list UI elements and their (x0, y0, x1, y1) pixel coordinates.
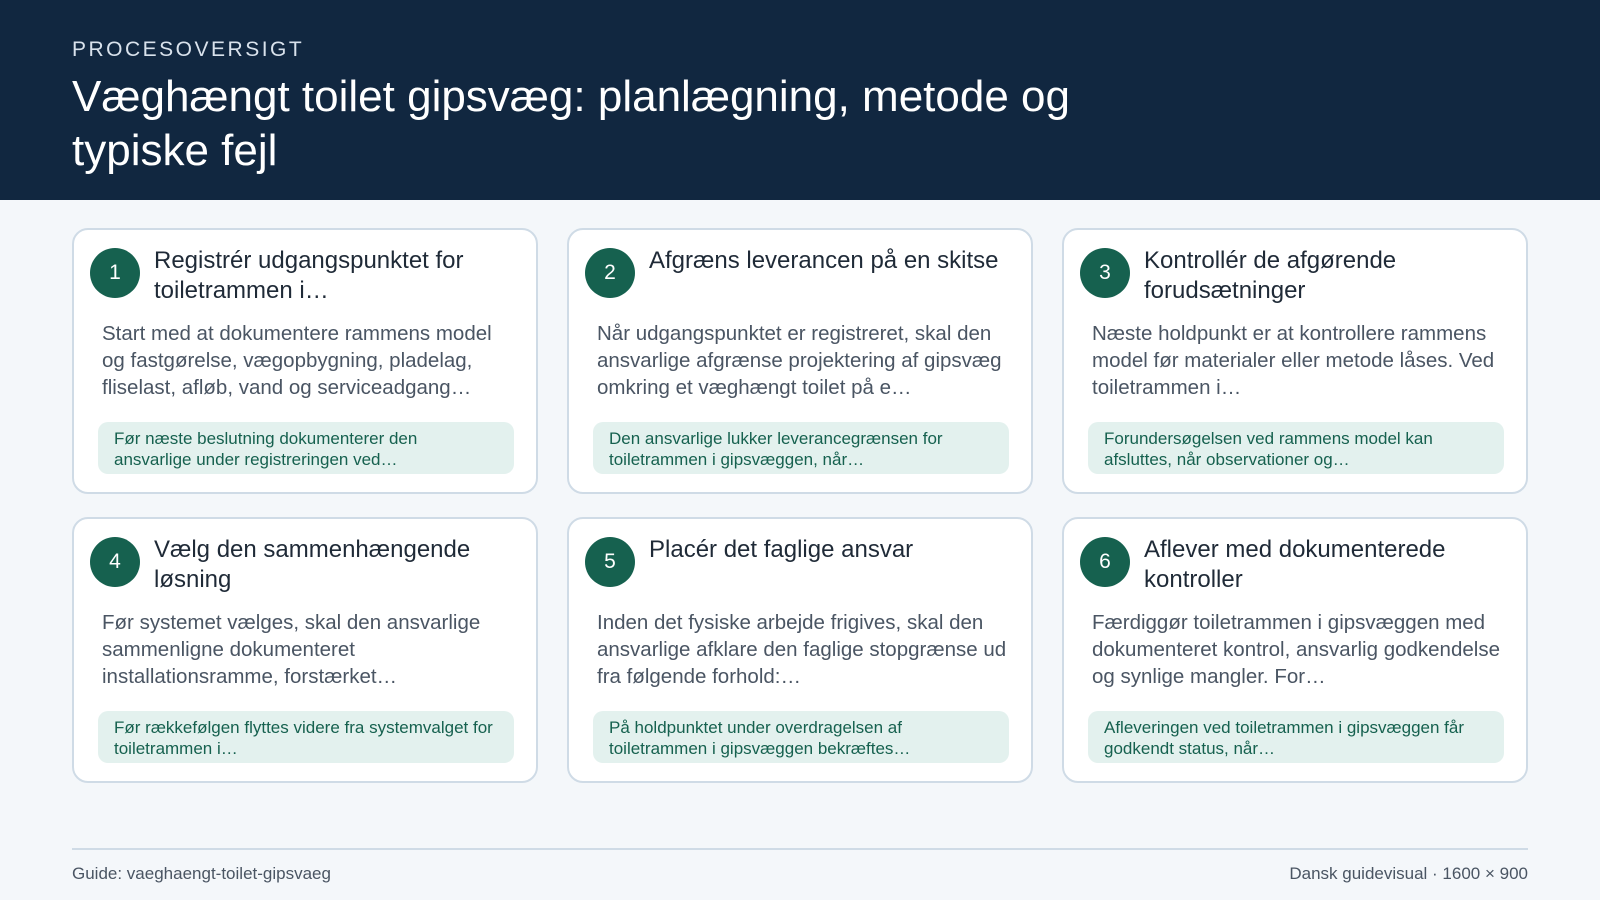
step-title: Aflever med dokumenterede kontroller (1144, 536, 1446, 593)
step-card-5 (567, 517, 1033, 783)
step-note: Før rækkefølgen flyttes videre fra systemvalget for toiletrammen i… (98, 711, 514, 763)
step-note: Forundersøgelsen ved rammens model kan afsluttes, når observationer og… (1088, 422, 1504, 474)
step-description: Færdiggør toiletrammen i gipsvæggen med dokumenteret kontrol, ansvarlig godkendelse og synlige mangler. For… (1092, 611, 1500, 688)
step-number-badge: 2 (585, 248, 635, 298)
step-card-6 (1062, 517, 1528, 783)
footer-guide-label: Guide: vaeghaengt-toilet-gipsvaeg (72, 864, 331, 883)
step-title: Placér det faglige ansvar (649, 536, 914, 563)
header-eyebrow: PROCESOVERSIGT (72, 38, 305, 61)
header-banner (0, 0, 1600, 200)
step-title: Registrér udgangspunktet for toiletrammen i… (154, 247, 464, 304)
step-number-badge: 4 (90, 537, 140, 587)
footer-divider (72, 848, 1528, 850)
step-note: Den ansvarlige lukker leverancegrænsen for toiletrammen i gipsvæggen, når… (593, 422, 1009, 474)
step-card-1 (72, 228, 538, 494)
step-note: Før næste beslutning dokumenterer den ansvarlige under registreringen ved… (98, 422, 514, 474)
step-description: Inden det fysiske arbejde frigives, skal den ansvarlige afklare den faglige stopgrænse ud fra følgende forhold:… (597, 611, 1007, 688)
step-title: Vælg den sammenhængende løsning (154, 536, 471, 593)
step-description: Næste holdpunkt er at kontrollere rammens model før materialer eller metode låses. Ved toiletrammen i… (1092, 322, 1495, 399)
step-card-grid (72, 228, 1528, 783)
step-number-badge: 3 (1080, 248, 1130, 298)
step-description: Når udgangspunktet er registreret, skal den ansvarlige afgrænse projektering af gipsvæg omkring et væghængt toilet på e… (597, 322, 1002, 399)
step-number-badge: 1 (90, 248, 140, 298)
footer-credit: Dansk guidevisual · 1600 × 900 (1289, 864, 1528, 883)
step-title: Kontrollér de afgørende forudsætninger (1144, 247, 1397, 304)
step-description: Før systemet vælges, skal den ansvarlige sammenligne dokumenteret installationsramme, forstærket… (102, 611, 481, 688)
step-card-2 (567, 228, 1033, 494)
step-note: Afleveringen ved toiletrammen i gipsvæggen får godkendt status, når… (1088, 711, 1504, 763)
step-card-3 (1062, 228, 1528, 494)
step-number-badge: 6 (1080, 537, 1130, 587)
page-title: Væghængt toilet gipsvæg: planlægning, metode og typiske fejl (72, 72, 1070, 175)
step-description: Start med at dokumentere rammens model og fastgørelse, vægopbygning, pladelag, fliselast, afløb, vand og serviceadgang… (102, 322, 492, 399)
step-title: Afgræns leverancen på en skitse (649, 247, 999, 274)
step-note: På holdpunktet under overdragelsen af toiletrammen i gipsvæggen bekræftes… (593, 711, 1009, 763)
step-number-badge: 5 (585, 537, 635, 587)
step-card-4 (72, 517, 538, 783)
